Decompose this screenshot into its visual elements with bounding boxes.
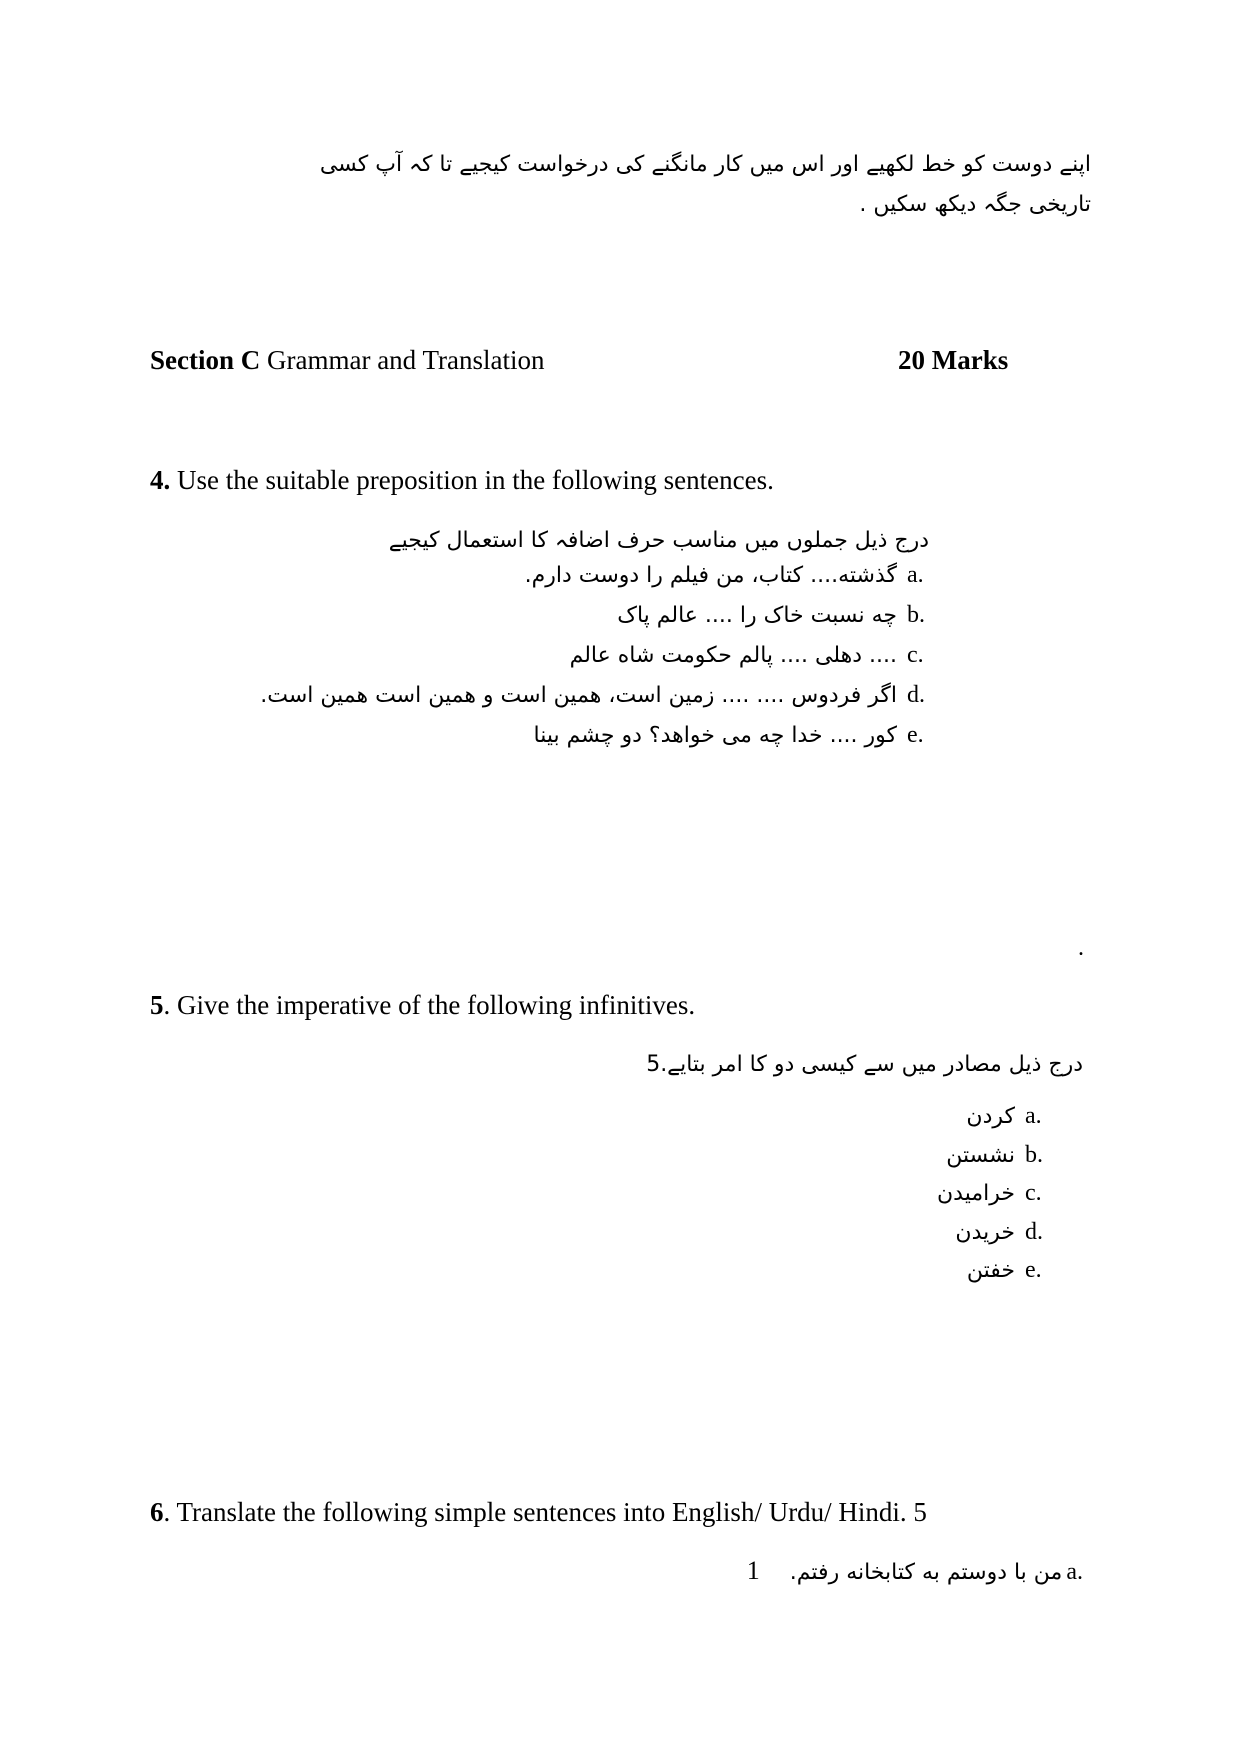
letter-prompt [211, 145, 1091, 225]
item-text: چه نسبت خاک را .... عالم پاک [617, 603, 897, 628]
stray-dot: . [1078, 935, 1084, 961]
letter-prompt-line-2: تاریخی جگہ دیکھ سکیں . [859, 192, 1091, 217]
item-text: خریدن [955, 1219, 1015, 1245]
item-label: e. [1025, 1257, 1042, 1283]
list-item [937, 1219, 1047, 1258]
question-5-instruction: درج ذیل مصادر میں سے کیسی دو کا امر بتایے.5 [646, 1052, 1083, 1077]
item-marks: 1 [746, 1556, 760, 1585]
item-label: b. [1025, 1141, 1043, 1168]
item-text: اگر فردوس .... .... زمین است، همین است و همین است همین است. [260, 683, 897, 708]
item-text: خفتن [966, 1258, 1015, 1283]
item-label: e. [907, 722, 924, 748]
question-4-number: 4. [150, 465, 171, 495]
list-item [260, 602, 929, 642]
item-text: .... دهلی .... پالم حکومت شاه عالم [569, 643, 897, 668]
list-item [260, 722, 929, 762]
question-6-prompt: . Translate the following simple sentences into English/ Urdu/ Hindi. 5 [163, 1497, 927, 1527]
question-4-instruction: درج ذیل جملوں میں مناسب حرف اضافہ کا استعمال کیجیے [388, 528, 929, 553]
list-item [260, 562, 929, 602]
item-text: کردن [966, 1104, 1015, 1129]
question-4-items [260, 562, 929, 762]
section-title [150, 345, 544, 376]
item-label: c. [907, 642, 924, 668]
question-5-prompt: . Give the imperative of the following infinitives. [163, 990, 696, 1020]
section-label: Section C [150, 345, 261, 375]
question-5-heading [150, 990, 695, 1021]
item-label: b. [907, 602, 925, 628]
question-4-prompt: Use the suitable preposition in the following sentences. [170, 465, 774, 495]
item-label: d. [1025, 1218, 1043, 1245]
item-text: من با دوستم به کتابخانه رفتم. [789, 1560, 1063, 1585]
item-label: c. [1025, 1180, 1042, 1206]
list-item [260, 642, 929, 682]
letter-prompt-line-1: اپنے دوست کو خط لکھیے اور اس میں کار مانگنے کی درخواست کیجیے تا کہ آپ کسی [319, 152, 1091, 177]
list-item [937, 1142, 1047, 1181]
question-6-number: 6 [150, 1497, 164, 1527]
section-marks: 20 Marks [898, 345, 1009, 375]
list-item [260, 682, 929, 722]
list-item [937, 1103, 1047, 1142]
item-label: a. [907, 562, 924, 588]
section-subtitle: Grammar and Translation [260, 345, 545, 375]
question-6-item-a [747, 1556, 1083, 1586]
item-text: کور .... خدا چه می خواهد؟ دو چشم بینا [533, 723, 897, 748]
item-label: d. [907, 682, 925, 708]
question-6-heading [150, 1497, 927, 1528]
list-item [937, 1257, 1047, 1296]
question-5-number: 5 [150, 990, 164, 1020]
item-text: خرامیدن [937, 1181, 1015, 1206]
list-item [937, 1180, 1047, 1219]
item-text: نشستن [946, 1142, 1015, 1168]
question-5-items [937, 1103, 1047, 1296]
item-label: a. [1025, 1103, 1042, 1129]
item-text: گذشته.... کتاب، من فیلم را دوست دارم. [524, 563, 897, 588]
question-4-heading [150, 465, 774, 496]
item-label: a. [1066, 1559, 1083, 1585]
